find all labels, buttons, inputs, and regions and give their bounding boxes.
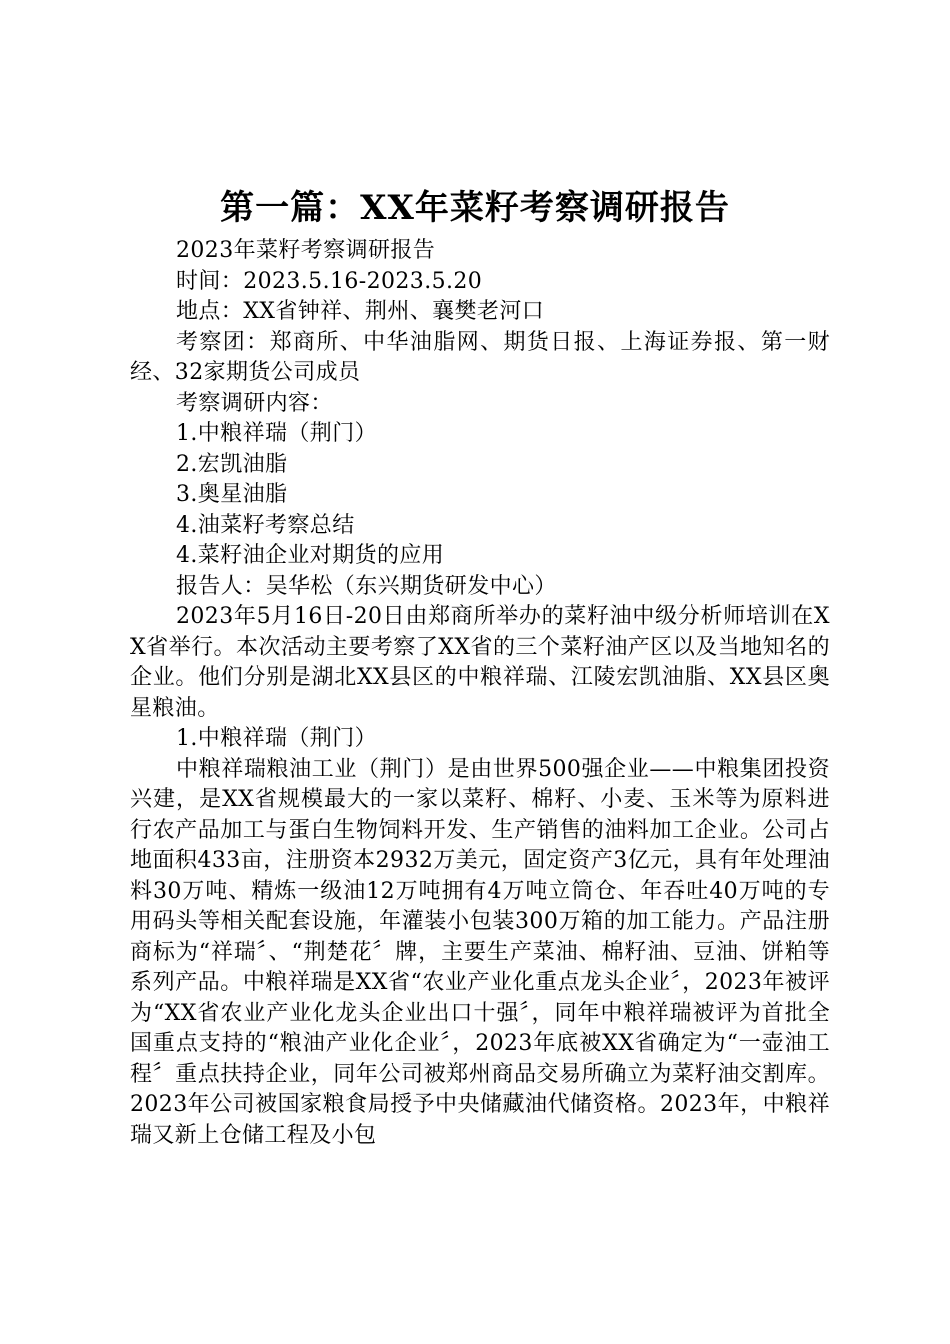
document-title: 第一篇：XX年菜籽考察调研报告 [220,188,730,228]
report-contents-heading: 考察调研内容： [176,390,333,416]
contents-item: 4.菜籽油企业对期货的应用 [176,543,445,568]
contents-item: 1.中粮祥瑞（荆门） [176,421,377,446]
report-subtitle: 2023年菜籽考察调研报告 [176,238,436,263]
contents-item: 2.宏凯油脂 [176,451,288,477]
section-heading: 1.中粮祥瑞（荆门） [176,726,377,751]
report-time: 时间：2023.5.16-2023.5.20 [176,268,483,294]
contents-item: 4.油菜籽考察总结 [176,512,355,538]
contents-item: 3.奥星油脂 [176,482,288,507]
section-paragraph: 中粮祥瑞粮油工业（荆门）是由世界500强企业——中粮集团投资兴建，是XX省规模最大的一家以菜籽、棉籽、小麦、玉米等为原料进行农产品加工与蛋白生物饲料开发、生产销售的油料加工企业。公司占地面积433亩，注册资本2932万美元，固定资产3亿元，具有年处理油料30万吨、精炼一级油12万吨拥有4万吨立筒仓、年吞吐40万吨的专用码头等相关配套设施，年灌装小包装300万箱的加工能力。产品注册商标为“祥瑞〞、“荆楚花〞牌，主要生产菜油、棉籽油、豆油、饼粕等系列产品。中粮祥瑞是XX省“农业产业化重点龙头企业〞，2023年被评为“XX省农业产业化龙头企业出口十强〞，同年中粮祥瑞被评为首批全国重点支持的“粮油产业化企业〞，2023年底被XX省确定为“一壶油工程〞重点扶持企业，同年公司被郑州商品交易所确立为菜籽油交割库。2023年公司被国家粮食局授予中央储藏油代储资格。2023年，中粮祥瑞又新上仓储工程及小包 [130,756,830,1148]
report-location: 地点：XX省钟祥、荆州、襄樊老河口 [176,299,545,324]
report-delegation: 考察团：郑商所、中华油脂网、期货日报、上海证券报、第一财经、32家期货公司成员 [130,329,830,385]
intro-paragraph: 2023年5月16日-20日由郑商所举办的菜籽油中级分析师培训在XX省举行。本次活动主要考察了XX省的三个菜籽油产区以及当地知名的企业。他们分别是湖北XX县区的中粮祥瑞、江陵宏凯油脂、XX县区奥星粮油。 [130,604,830,721]
document-body [130,236,830,1151]
report-author: 报告人：吴华松（东兴期货研发中心） [176,573,557,599]
